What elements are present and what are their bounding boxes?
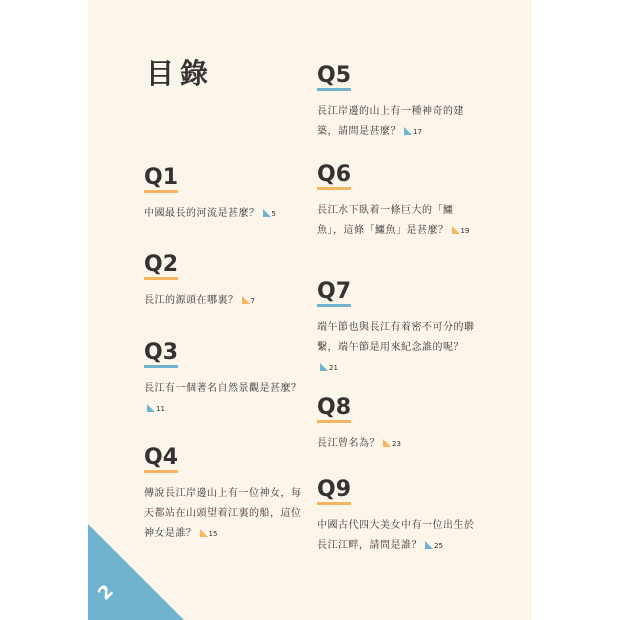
page-reference-number: 17 [413, 128, 422, 136]
question-label: Q7 [317, 279, 352, 304]
question-text-block [317, 434, 477, 454]
question-label: Q3 [144, 340, 179, 365]
question-text: 傳說長江岸邊山上有一位神女，每天都站在山頭望着江裏的船，這位神女是誰？ [144, 488, 302, 539]
page-reference [147, 399, 165, 419]
page-reference-number: 7 [250, 297, 255, 305]
page-reference-number: 25 [434, 542, 443, 550]
page-reference [383, 434, 401, 454]
page-reference [452, 221, 470, 241]
toc-entry-q7[interactable] [317, 280, 477, 378]
question-text-block [317, 516, 477, 556]
question-text-block [317, 318, 477, 378]
page-reference [404, 122, 422, 142]
toc-entry-q5[interactable] [317, 64, 477, 142]
page-corner-decoration [88, 524, 184, 620]
page-reference [242, 291, 255, 311]
question-text-block [317, 201, 477, 241]
page-title: 目錄 [146, 57, 215, 90]
page-reference [320, 358, 338, 378]
question-label: Q6 [317, 162, 352, 187]
triangle-page-icon [320, 363, 328, 371]
page-reference [200, 524, 218, 544]
question-text: 端午節也與長江有着密不可分的聯繫，端午節是用來紀念誰的呢？ [317, 322, 475, 353]
triangle-page-icon [383, 439, 391, 447]
toc-entry-q8[interactable] [317, 396, 477, 454]
page-reference-number: 21 [329, 364, 338, 372]
question-text: 長江的源頭在哪裏？ [144, 295, 239, 306]
question-label: Q5 [317, 63, 352, 88]
triangle-page-icon [147, 404, 155, 412]
question-text-block [144, 291, 304, 311]
question-label: Q2 [144, 252, 179, 277]
triangle-page-icon [200, 529, 208, 537]
toc-entry-q9[interactable] [317, 478, 477, 556]
page-reference-number: 15 [208, 530, 218, 538]
page-reference [425, 536, 443, 556]
question-text: 長江水下臥着一條巨大的「鱷魚」，這條「鱷魚」是甚麼？ [317, 205, 454, 236]
page-reference [263, 204, 276, 224]
triangle-page-icon [242, 296, 250, 304]
question-text: 中國古代四大美女中有一位出生於長江江畔，請問是誰？ [317, 520, 475, 551]
question-text: 長江有一個著名自然景觀是甚麼？ [144, 383, 302, 394]
page-reference-number: 5 [271, 210, 276, 218]
question-label: Q8 [317, 395, 352, 420]
question-text-block [317, 102, 477, 142]
toc-entry-q6[interactable] [317, 163, 477, 241]
question-text: 中國最長的河流是甚麼？ [144, 208, 260, 219]
question-label: Q9 [317, 477, 352, 502]
toc-entry-q2[interactable] [144, 253, 304, 311]
triangle-page-icon [263, 209, 271, 217]
page-reference-number: 19 [460, 227, 470, 235]
page-reference-number: 11 [156, 405, 165, 413]
page-number: 2 [94, 580, 118, 605]
toc-entry-q1[interactable] [144, 166, 304, 224]
triangle-page-icon [452, 226, 460, 234]
triangle-page-icon [425, 541, 433, 549]
toc-page [88, 0, 532, 620]
question-label: Q4 [144, 445, 179, 470]
question-text: 長江曾名為？ [317, 438, 380, 449]
question-text-block [144, 204, 304, 224]
page-reference-number: 23 [392, 440, 401, 448]
question-text-block [144, 379, 304, 419]
toc-entry-q3[interactable] [144, 341, 304, 419]
question-text: 長江岸邊的山上有一種神奇的建築，請問是甚麼？ [317, 106, 464, 137]
triangle-page-icon [404, 127, 412, 135]
question-label: Q1 [144, 165, 179, 190]
